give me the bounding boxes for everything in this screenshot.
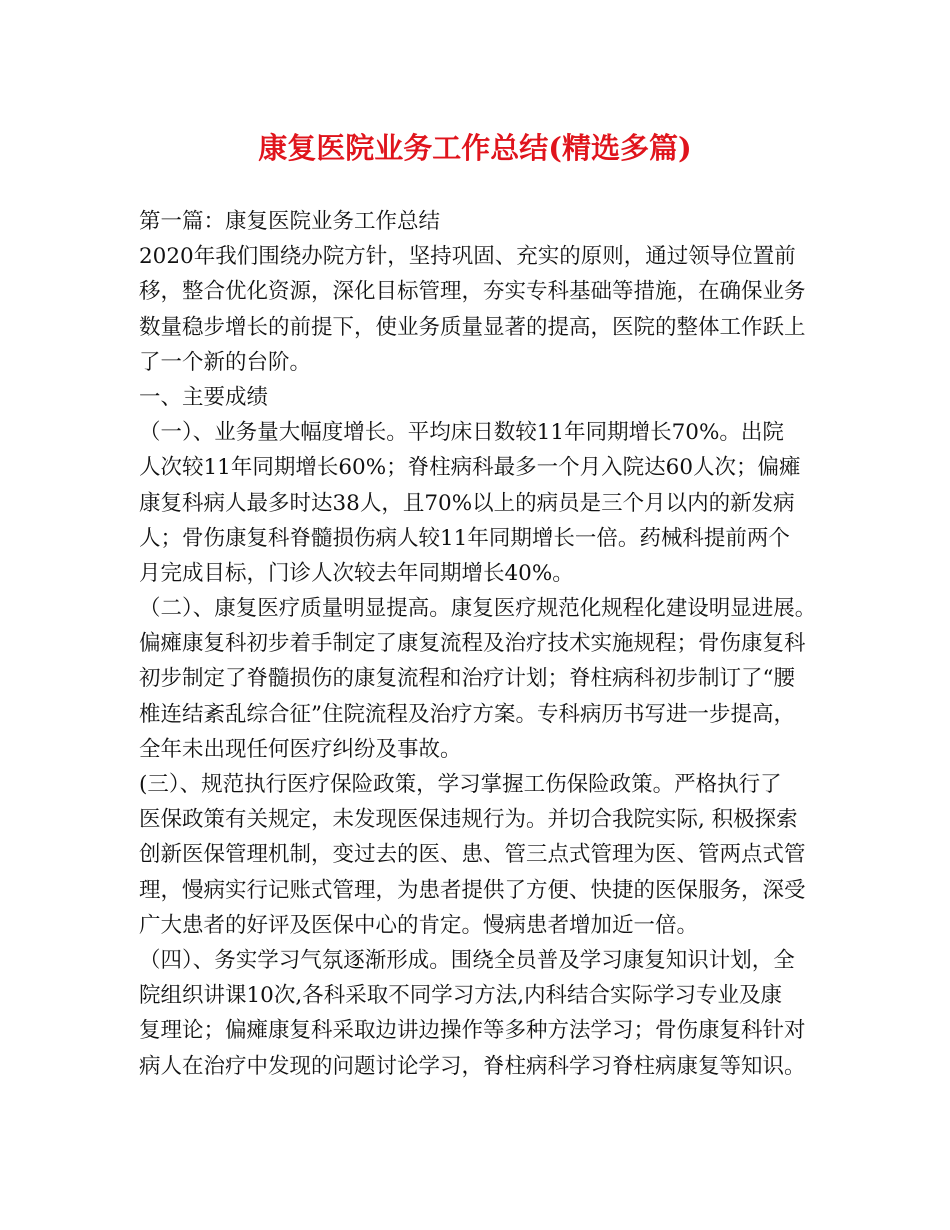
text-line: 2020年我们围绕办院方针，坚持巩固、充实的原则，通过领导位置前 bbox=[139, 244, 796, 270]
text-line: 数量稳步增长的前提下，使业务质量显著的提高，医院的整体工作跃上 bbox=[139, 314, 806, 340]
text-line: 椎连结紊乱综合征”住院流程及治疗方案。专科病历书写进一步提高， bbox=[139, 701, 795, 727]
text-line: 一、主要成绩 bbox=[139, 384, 269, 410]
document-title: 康复医院业务工作总结(精选多篇) bbox=[258, 131, 692, 165]
text-line: 移，整合优化资源，深化目标管理，夯实专科基础等措施，在确保业务 bbox=[139, 279, 806, 305]
text-line: 第一篇：康复医院业务工作总结 bbox=[139, 209, 441, 234]
text-line: 月完成目标，门诊人次较去年同期增长40%。 bbox=[139, 560, 574, 586]
text-line: 广大患者的好评及医保中心的肯定。慢病患者增加近一倍。 bbox=[139, 912, 699, 938]
text-line: （四）、务实学习气氛逐渐形成。围绕全员普及学习康复知识计划，全 bbox=[139, 947, 795, 973]
text-line: 复理论；偏瘫康复科采取边讲边操作等多种方法学习；骨伤康复科针对 bbox=[139, 1018, 806, 1044]
text-line: 初步制定了脊髓损伤的康复流程和治疗计划；脊柱病科初步制订了“腰 bbox=[139, 666, 795, 692]
text-line: 院组织讲课10次,各科采取不同学习方法,内科结合实际学习专业及康 bbox=[139, 983, 783, 1009]
text-line: 康复科病人最多时达38人，且70%以上的病员是三个月以内的新发病 bbox=[139, 490, 795, 516]
text-line: 了一个新的台阶。 bbox=[139, 349, 312, 375]
text-line: 人次较11年同期增长60%；脊柱病科最多一个月入院达60人次；偏瘫 bbox=[139, 455, 801, 481]
text-line: 全年未出现任何医疗纠纷及事故。 bbox=[139, 736, 462, 762]
text-line: 创新医保管理机制，变过去的医、患、管三点式管理为医、管两点式管 bbox=[139, 842, 806, 868]
text-line: （一）、业务量大幅度增长。平均床日数较11年同期增长70%。出院 bbox=[139, 420, 784, 446]
text-line: 理，慢病实行记账式管理，为患者提供了方便、快捷的医保服务，深受 bbox=[139, 877, 806, 903]
text-line: 病人在治疗中发现的问题讨论学习，脊柱病科学习脊柱病康复等知识。 bbox=[139, 1053, 806, 1079]
text-line: (三）、规范执行医疗保险政策，学习掌握工伤保险政策。严格执行了 bbox=[139, 772, 782, 797]
text-line: 偏瘫康复科初步着手制定了康复流程及治疗技术实施规程；骨伤康复科 bbox=[139, 631, 806, 657]
text-line: 医保政策有关规定，未发现医保违规行为。并切合我院实际, 积极探索 bbox=[139, 807, 798, 833]
text-line: 人；骨伤康复科脊髓损伤病人较11年同期增长一倍。药械科提前两个 bbox=[139, 525, 790, 551]
text-line: （二）、康复医疗质量明显提高。康复医疗规范化规程化建设明显进展。 bbox=[139, 596, 817, 622]
document-body bbox=[139, 204, 839, 1084]
